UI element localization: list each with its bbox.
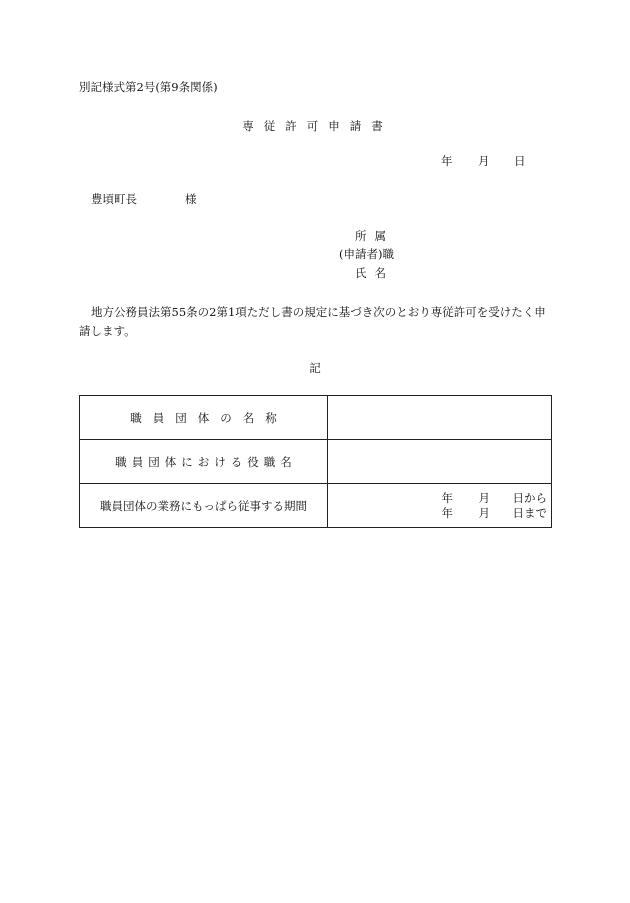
union-position-field[interactable]: [328, 440, 552, 484]
period-to-day: 日まで: [512, 505, 547, 520]
union-name-label: 職員団体の名称: [80, 396, 328, 440]
period-to-year: 年: [441, 505, 453, 520]
addressee-suffix: 様: [185, 192, 197, 206]
period-from-year: 年: [441, 490, 453, 505]
addressee-name: 豊頃町長: [91, 192, 137, 206]
period-from-day: 日から: [512, 490, 547, 505]
period-to: [328, 506, 547, 521]
applicant-post: (申請者)職: [339, 247, 394, 261]
period-to-month: 月: [478, 505, 490, 520]
applicant-name: 氏名: [355, 266, 394, 280]
form-number-label: 別記様式第2号(第9条関係): [79, 80, 218, 94]
period-from-month: 月: [478, 490, 490, 505]
table-row: [80, 440, 552, 484]
period-from: [328, 491, 547, 506]
ki-heading: 記: [309, 361, 321, 375]
table-row: [80, 396, 552, 440]
table-row: [80, 484, 552, 528]
exclusive-period-label: 職員団体の業務にもっぱら従事する期間: [80, 484, 328, 528]
date-line: [441, 153, 526, 169]
union-name-field[interactable]: [328, 396, 552, 440]
document-title: 専従許可申請書: [242, 119, 393, 133]
exclusive-period-field[interactable]: [328, 484, 552, 528]
date-year: 年: [441, 154, 453, 168]
addressee: [91, 191, 197, 207]
union-position-label: 職員団体における役職名: [80, 440, 328, 484]
date-month: 月: [478, 154, 490, 168]
date-day: 日: [514, 154, 526, 168]
details-table: [79, 395, 552, 528]
request-body-text: 地方公務員法第55条の2第1項ただし書の規定に基づき次のとおり専従許可を受けたく申請します。: [79, 305, 546, 338]
applicant-affiliation: 所属: [355, 229, 394, 243]
